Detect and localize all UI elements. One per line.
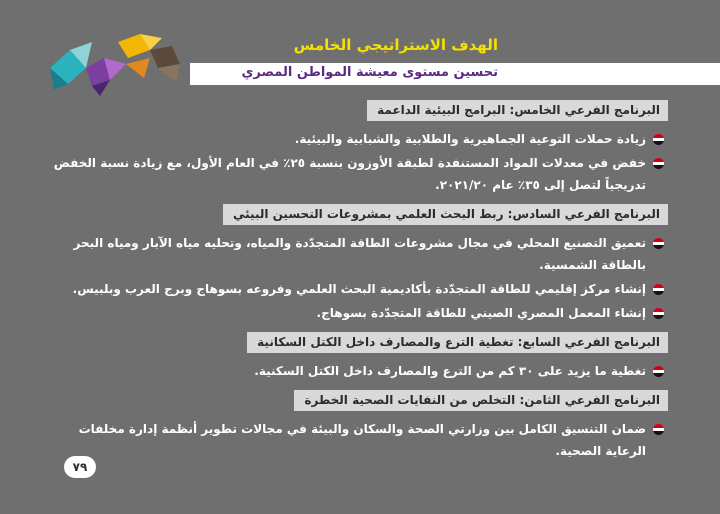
- egypt-flag-icon: [653, 134, 664, 145]
- content-area: [46, 100, 668, 464]
- section-heading: البرنامج الفرعي الثامن: التخلص من النفايات الصحية الخطرة: [294, 390, 668, 411]
- section-program-8: [46, 390, 668, 462]
- list-item-text: ضمان التنسيق الكامل بين وزارتي الصحة والسكان والبيئة في مجالات تطوير أنظمة إدارة مخلفات الرعاية الصحية.: [78, 422, 646, 458]
- list-item: [46, 232, 668, 276]
- list-item-text: تغطية ما يزيد على ٣٠ كم من الترع والمصارف داخل الكتل السكنية.: [254, 364, 646, 378]
- egypt-flag-icon: [653, 424, 664, 435]
- list-item: [46, 302, 668, 324]
- list-item-text: تعميق التصنيع المحلي في مجال مشروعات الطاقة المتجدّدة والمياه، وتحليه مياه الآبار ومياه البحر بالطاقة الشمسية.: [73, 236, 646, 272]
- section-heading: البرنامج الفرعي السابع: تغطية الترع والمصارف داخل الكتل السكانية: [247, 332, 668, 353]
- list-item-text: زيادة حملات التوعية الجماهيرية والطلابية والشبابية والبيئية.: [294, 132, 646, 146]
- strategic-goal-subtitle: تحسين مستوى معيشة المواطن المصري: [241, 65, 498, 80]
- section-heading: البرنامج الفرعي الخامس: البرامج البيئية الداعمة: [367, 100, 668, 121]
- section-program-6: [46, 204, 668, 324]
- egypt-flag-icon: [653, 366, 664, 377]
- egypt-flag-icon: [653, 158, 664, 169]
- list-item: [46, 360, 668, 382]
- logo-graphic: [40, 28, 190, 98]
- list-item: [46, 128, 668, 150]
- list-item: [46, 418, 668, 462]
- strategic-goal-title: الهدف الاستراتيجي الخامس: [293, 36, 498, 54]
- section-program-7: [46, 332, 668, 382]
- list-item: [46, 152, 668, 196]
- list-item-text: إنشاء المعمل المصري الصيني للطاقة المتجدّدة بسوهاج.: [316, 306, 646, 320]
- page-number: ٧٩: [64, 456, 96, 478]
- egypt-flag-icon: [653, 284, 664, 295]
- egypt-flag-icon: [653, 238, 664, 249]
- egypt-flag-icon: [653, 308, 664, 319]
- list-item: [46, 278, 668, 300]
- section-heading: البرنامج الفرعي السادس: ربط البحث العلمي بمشروعات التحسين البيئي: [223, 204, 668, 225]
- section-program-5: [46, 100, 668, 196]
- list-item-text: خفض في معدلات المواد المستنفدة لطبقة الأوزون بنسبة ٢٥٪ في العام الأول، مع زيادة نسبة الخفض تدريجياً لتصل إلى ٣٥٪ عام ٢٠٢١/٢٠.: [53, 156, 646, 192]
- list-item-text: إنشاء مركز إقليمي للطاقة المتجدّدة بأكاديمية البحث العلمي وفروعه بسوهاج وبرج العرب وبلبيس.: [72, 282, 646, 296]
